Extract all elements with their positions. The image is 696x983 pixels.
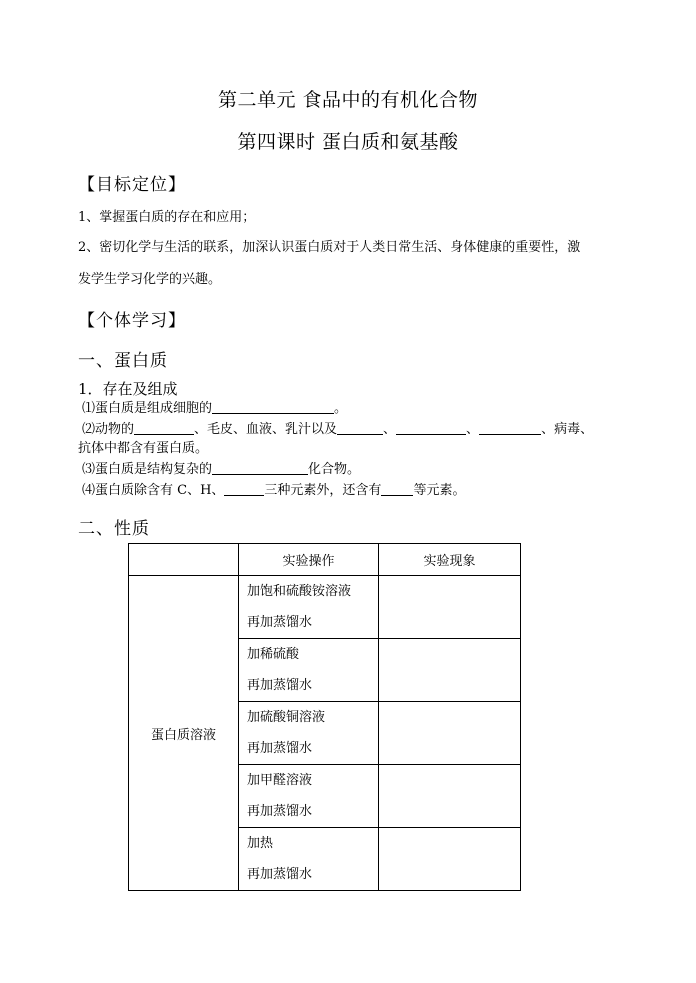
question-1 bbox=[82, 401, 347, 417]
question-2-text-b: 、毛皮、血液、乳汁以及 bbox=[194, 422, 338, 437]
operation-step: 加稀硫酸 bbox=[247, 647, 300, 662]
question-2-continued: 抗体中都含有蛋白质。 bbox=[78, 441, 209, 456]
operation-cell bbox=[239, 765, 379, 828]
answer-blank[interactable] bbox=[212, 462, 308, 475]
answer-blank[interactable] bbox=[381, 483, 413, 496]
operation-step: 加甲醛溶液 bbox=[247, 773, 313, 788]
answer-blank[interactable] bbox=[479, 422, 541, 435]
table-header-blank bbox=[129, 544, 239, 576]
goal-item-2-line2: 发学生学习化学的兴趣。 bbox=[78, 272, 222, 287]
subsection-existence: 1．存在及组成 bbox=[78, 380, 178, 398]
study-heading: 【个体学习】 bbox=[78, 311, 186, 331]
question-4 bbox=[82, 483, 465, 499]
phenomenon-cell[interactable] bbox=[379, 765, 521, 828]
operation-step: 加饱和硫酸铵溶液 bbox=[247, 584, 352, 599]
goal-item-1: 1、掌握蛋白质的存在和应用； bbox=[78, 210, 256, 225]
question-2 bbox=[82, 422, 593, 438]
experiment-table bbox=[128, 543, 521, 891]
goals-heading: 【目标定位】 bbox=[78, 175, 186, 195]
question-4-end: 等元素。 bbox=[413, 483, 466, 498]
table-header-phenomenon: 实验现象 bbox=[379, 544, 521, 576]
operation-step: 再加蒸馏水 bbox=[247, 867, 313, 882]
phenomenon-cell[interactable] bbox=[379, 702, 521, 765]
table-row bbox=[129, 576, 521, 639]
question-1-text: ⑴蛋白质是组成细胞的 bbox=[82, 401, 213, 416]
question-2-sep-2: 、 bbox=[466, 422, 480, 437]
question-2-sep: 、 bbox=[383, 422, 397, 437]
question-1-end: 。 bbox=[334, 401, 348, 416]
answer-blank[interactable] bbox=[134, 422, 194, 435]
question-4-text: ⑷蛋白质除含有 C、H、 bbox=[82, 483, 225, 498]
table-header-operation: 实验操作 bbox=[239, 544, 379, 576]
phenomenon-cell[interactable] bbox=[379, 828, 521, 891]
question-3 bbox=[82, 462, 360, 478]
answer-blank[interactable] bbox=[212, 401, 334, 414]
operation-cell bbox=[239, 576, 379, 639]
answer-blank[interactable] bbox=[337, 422, 383, 435]
question-2-text-c: 、病毒、 bbox=[541, 422, 594, 437]
section-properties-heading: 二、性质 bbox=[78, 519, 150, 539]
question-3-text: ⑶蛋白质是结构复杂的 bbox=[82, 462, 213, 477]
question-3-end: 化合物。 bbox=[308, 462, 361, 477]
operation-step: 再加蒸馏水 bbox=[247, 741, 313, 756]
goal-item-2-line1: 2、密切化学与生活的联系，加深认识蛋白质对于人类日常生活、身体健康的重要性，激 bbox=[78, 240, 581, 255]
lesson-title: 第四课时 蛋白质和氨基酸 bbox=[237, 131, 459, 153]
section-protein-heading: 一、蛋白质 bbox=[78, 351, 168, 371]
phenomenon-cell[interactable] bbox=[379, 639, 521, 702]
operation-cell bbox=[239, 828, 379, 891]
operation-step: 再加蒸馏水 bbox=[247, 804, 313, 819]
operation-cell bbox=[239, 639, 379, 702]
page-title: 第二单元 食品中的有机化合物 bbox=[217, 89, 479, 111]
answer-blank[interactable] bbox=[396, 422, 466, 435]
operation-step: 加热 bbox=[247, 836, 274, 851]
question-2-text: ⑵动物的 bbox=[82, 422, 135, 437]
question-4-text-b: 三种元素外，还含有 bbox=[264, 483, 382, 498]
table-header-row bbox=[129, 544, 521, 576]
operation-step: 加硫酸铜溶液 bbox=[247, 710, 326, 725]
answer-blank[interactable] bbox=[224, 483, 264, 496]
phenomenon-cell[interactable] bbox=[379, 576, 521, 639]
operation-cell bbox=[239, 702, 379, 765]
operation-step: 再加蒸馏水 bbox=[247, 678, 313, 693]
sample-cell: 蛋白质溶液 bbox=[129, 576, 239, 891]
operation-step: 再加蒸馏水 bbox=[247, 615, 313, 630]
